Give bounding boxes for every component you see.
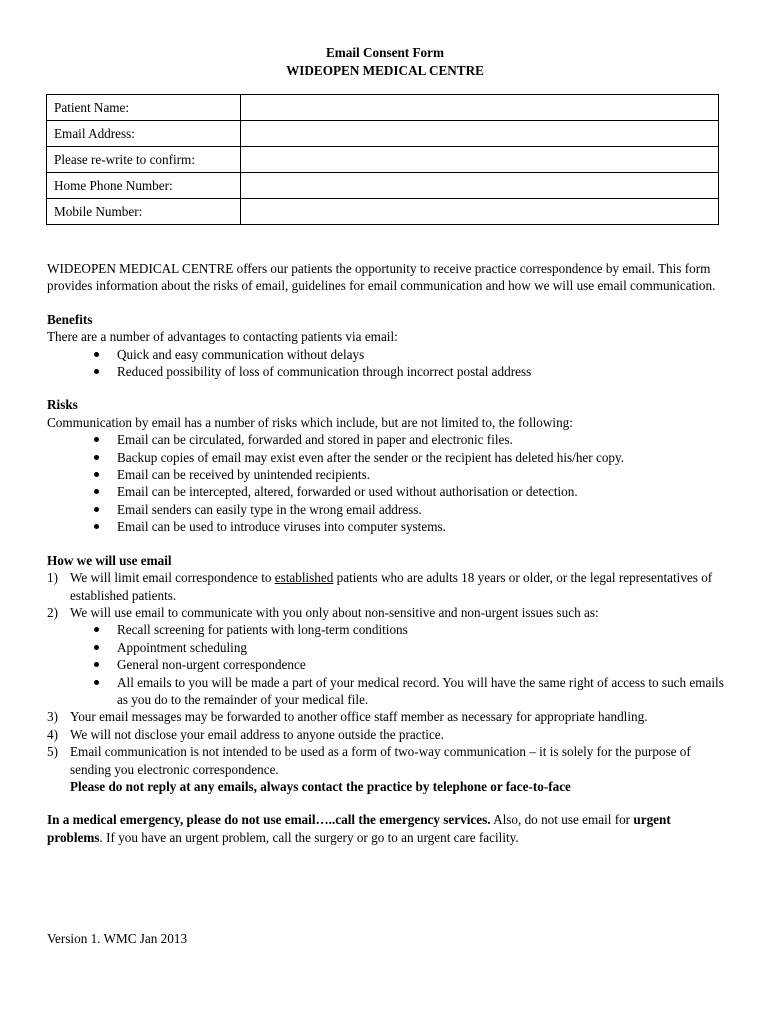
risks-list xyxy=(47,431,727,535)
usage-item-3 xyxy=(47,708,727,725)
email-confirm-field[interactable] xyxy=(241,147,719,173)
patient-name-label: Patient Name: xyxy=(47,95,241,121)
item-number: 4) xyxy=(47,726,58,742)
version-footer: Version 1. WMC Jan 2013 xyxy=(47,931,188,946)
email-address-field[interactable] xyxy=(241,121,719,147)
field-row-email-confirm xyxy=(47,147,719,173)
risks-lead: Communication by email has a number of risks which include, but are not limited to, the following: xyxy=(47,414,573,430)
list-item: Reduced possibility of loss of communication through incorrect postal address xyxy=(93,363,727,380)
consent-body xyxy=(47,260,727,846)
usage-item-2 xyxy=(47,604,727,621)
usage-item-4-text: We will not disclose your email address to anyone outside the practice. xyxy=(70,726,444,742)
emergency-bold-lead: In a medical emergency, please do not use email…..call the emergency services. xyxy=(47,812,491,828)
organization-name: WIDEOPEN MEDICAL CENTRE xyxy=(286,63,484,78)
emergency-tail-text: . If you have an urgent problem, call the surgery or go to an urgent care facility. xyxy=(99,829,519,845)
field-row-mobile xyxy=(47,199,719,225)
established-underlined: established xyxy=(274,570,334,586)
item-number: 3) xyxy=(47,709,58,725)
benefits-heading: Benefits xyxy=(47,311,93,327)
list-item: Appointment scheduling xyxy=(93,639,727,656)
usage-item-5 xyxy=(47,743,727,778)
list-item: Email can be circulated, forwarded and stored in paper and electronic files. xyxy=(93,431,727,448)
list-item: Email senders can easily type in the wrong email address. xyxy=(93,501,727,518)
usage-item-3-text: Your email messages may be forwarded to another office staff member as necessary for appropriate handling. xyxy=(70,709,648,725)
list-item: Recall screening for patients with long-term conditions xyxy=(93,621,727,638)
list-item: Quick and easy communication without delays xyxy=(93,346,727,363)
field-row-patient-name xyxy=(47,95,719,121)
emergency-paragraph xyxy=(47,811,727,846)
usage-item-5-text: Email communication is not intended to be used as a form of two-way communication – it is solely for the purpose of sending you electronic correspondence. xyxy=(70,744,691,777)
benefits-list xyxy=(47,346,727,381)
urgent-problems-bold: urgent problems xyxy=(47,812,671,845)
list-item: General non-urgent correspondence xyxy=(93,656,727,673)
patient-name-field[interactable] xyxy=(241,95,719,121)
email-confirm-label: Please re-write to confirm: xyxy=(47,147,241,173)
home-phone-field[interactable] xyxy=(241,173,719,199)
usage-item-1 xyxy=(47,569,727,604)
usage-item-2-text: We will use email to communicate with you only about non-sensitive and non-urgent issues such as: xyxy=(70,604,599,620)
list-item: All emails to you will be made a part of your medical record. You will have the same right of access to such emails as you do to the remainder of your medical file. xyxy=(93,674,727,709)
list-item: Email can be used to introduce viruses into computer systems. xyxy=(93,518,727,535)
usage-heading: How we will use email xyxy=(47,552,172,568)
mobile-number-field[interactable] xyxy=(241,199,719,225)
risks-heading: Risks xyxy=(47,397,78,413)
email-address-label: Email Address: xyxy=(47,121,241,147)
home-phone-label: Home Phone Number: xyxy=(47,173,241,199)
list-item: Backup copies of email may exist even after the sender or the recipient has deleted his/her copy. xyxy=(93,449,727,466)
usage-item-1-text-b: patients who are adults 18 years or older, or the legal representatives of established patients. xyxy=(70,570,713,603)
emergency-middle-text: Also, do not use email for xyxy=(490,812,634,828)
item-number: 5) xyxy=(47,744,58,760)
benefits-lead: There are a number of advantages to contacting patients via email: xyxy=(47,329,398,345)
usage-item-4 xyxy=(47,726,727,743)
mobile-number-label: Mobile Number: xyxy=(47,199,241,225)
patient-details-table xyxy=(46,94,719,225)
field-row-email xyxy=(47,121,719,147)
do-not-reply-notice: Please do not reply at any emails, always contact the practice by telephone or face-to-face xyxy=(70,778,571,794)
list-item: Email can be received by unintended recipients. xyxy=(93,466,727,483)
item-number: 1) xyxy=(47,570,58,586)
field-row-home-phone xyxy=(47,173,719,199)
intro-paragraph: WIDEOPEN MEDICAL CENTRE offers our patients the opportunity to receive practice correspondence by email. This form provides information about the risks of email, guidelines for email communication and how we will use email communication. xyxy=(47,261,716,294)
form-title: Email Consent Form xyxy=(326,45,444,60)
usage-item-1-text-a: We will limit email correspondence to xyxy=(70,570,275,586)
list-item: Email can be intercepted, altered, forwarded or used without authorisation or detection. xyxy=(93,483,727,500)
item-number: 2) xyxy=(47,604,58,620)
usage-subitems-list xyxy=(47,621,727,708)
